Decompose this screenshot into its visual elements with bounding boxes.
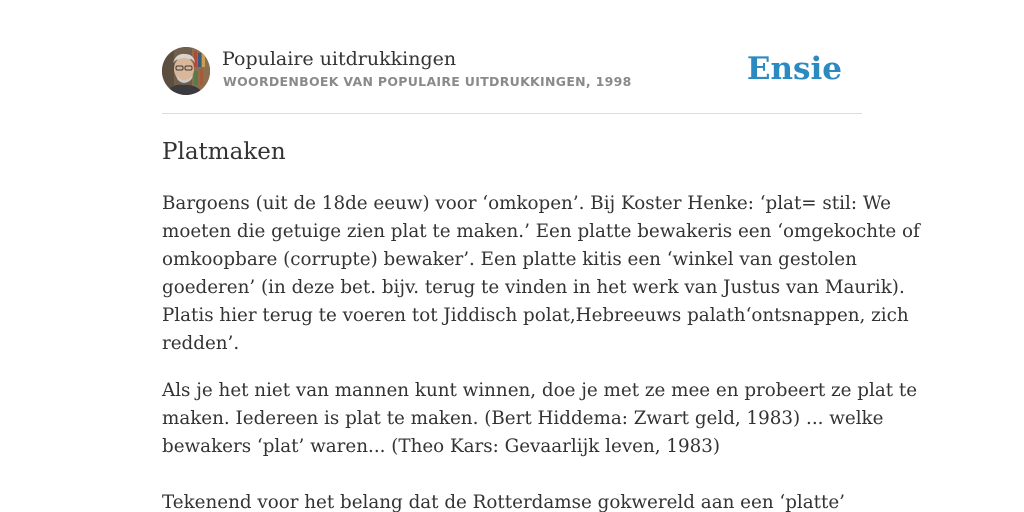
paragraph-line: goederen’ (in deze bet. bijv. terug te vinden in het werk van Justus van Maurik).	[162, 277, 905, 298]
paragraph-line: bewakers ‘plat’ waren... (Theo Kars: Gevaarlijk leven, 1983)	[162, 436, 721, 457]
paragraph-line: maken. Iedereen is plat te maken. (Bert Hiddema: Zwart geld, 1983) ... welke	[162, 408, 884, 429]
divider	[162, 113, 862, 114]
paragraph-line: Als je het niet van mannen kunt winnen, doe je met ze mee en probeert ze plat te	[162, 380, 918, 401]
paragraph-line: moeten die getuige zien plat te maken.’ Een platte bewakeris een ‘omgekochte of	[162, 221, 920, 242]
paragraph-definition	[162, 190, 920, 358]
source-header	[162, 46, 862, 96]
source-subtitle: WOORDENBOEK VAN POPULAIRE UITDRUKKINGEN, 1998	[223, 74, 632, 89]
paragraph-line: redden’.	[162, 333, 240, 354]
source-title[interactable]: Populaire uitdrukkingen	[222, 48, 457, 70]
paragraph-continuation	[162, 489, 882, 512]
paragraph-examples	[162, 377, 918, 461]
brand-logo[interactable]: Ensie	[746, 51, 842, 87]
entry-title: Platmaken	[162, 139, 286, 165]
avatar-image	[162, 47, 210, 95]
paragraph-line: Bargoens (uit de 18de eeuw) voor ‘omkopen’. Bij Koster Henke: ‘plat= stil: We	[162, 193, 891, 214]
paragraph-line: omkoopbare (corrupte) bewaker’. Een platte kitis een ‘winkel van gestolen	[162, 249, 857, 270]
paragraph-line: Tekenend voor het belang dat de Rotterdamse gokwereld aan een ‘platte’	[162, 492, 845, 512]
paragraph-line: Platis hier terug te voeren tot Jiddisch polat,Hebreeuws palath‘ontsnappen, zich	[162, 305, 909, 326]
avatar[interactable]	[162, 47, 210, 95]
